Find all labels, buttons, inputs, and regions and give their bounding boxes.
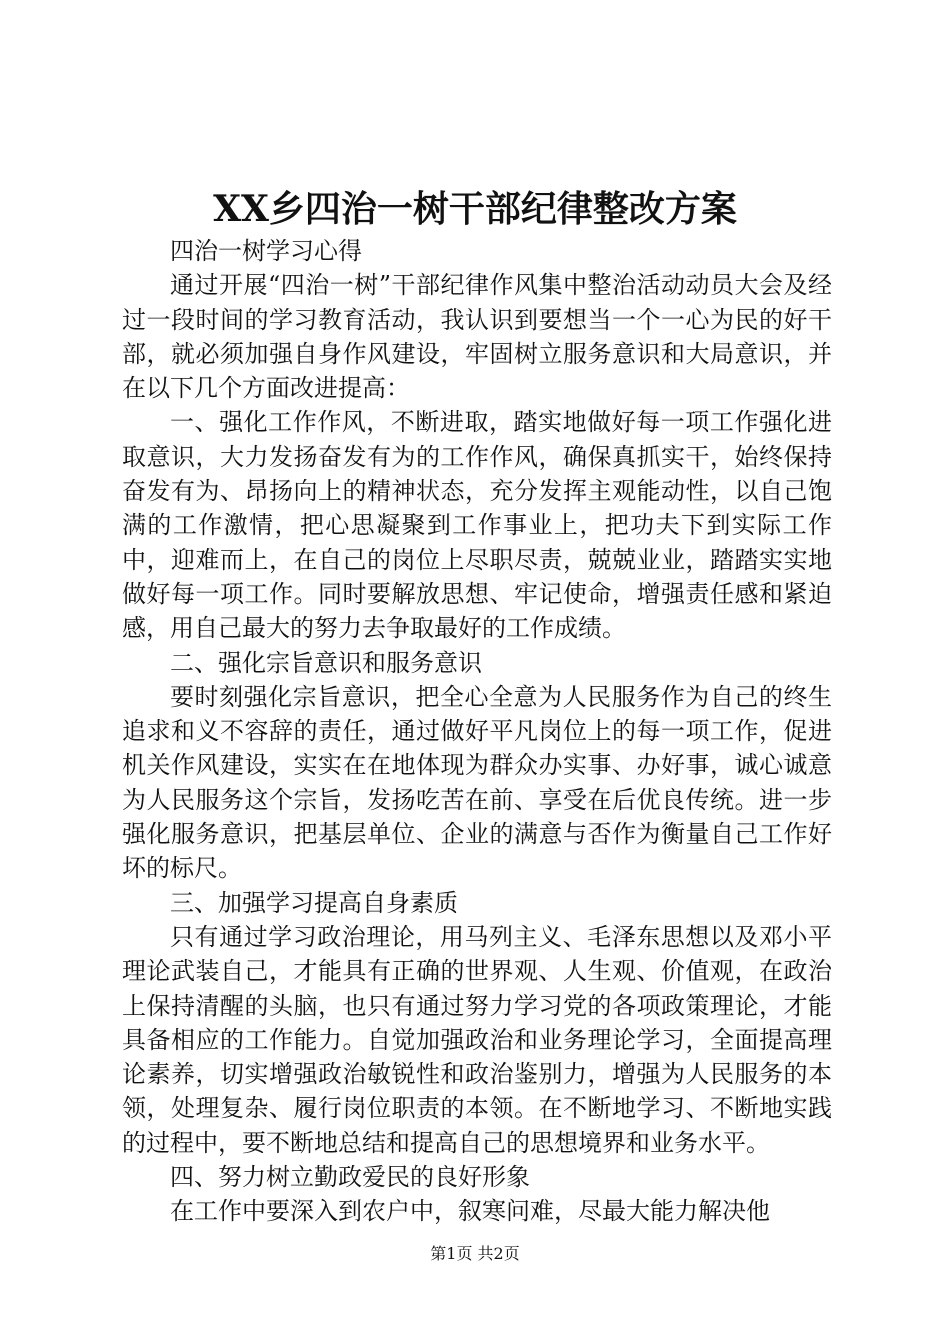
- section-4-paragraph: 在工作中要深入到农户中，叙寒问难，尽最大能力解决他: [170, 1197, 770, 1226]
- section-2-heading: 二、强化宗旨意识和服务意识: [170, 648, 482, 677]
- section-1-paragraph: 一、强化工作作风，不断进取，踏实地做好每一项工作强化进取意识，大力发扬奋发有为的工作作风，确保真抓实干，始终保持奋发有为、昂扬向上的精神状态，充分发挥主观能动性，以自己饱满的工作激情，把心思凝聚到工作事业上，把功夫下到实际工作中，迎难而上，在自己的岗位上尽职尽责，兢兢业业，踏踏实实地做好每一项工作。同时要解放思想、牢记使命，增强责任感和紧迫感，用自己最大的努力去争取最好的工作成绩。: [122, 408, 832, 643]
- subtitle-paragraph: 四治一树学习心得: [170, 237, 362, 265]
- page-number-footer: 第1页 共2页: [430, 1244, 520, 1263]
- intro-paragraph: 通过开展“四治一树”干部纪律作风集中整治活动动员大会及经过一段时间的学习教育活动，我认识到要想当一个一心为民的好干部，就必须加强自身作风建设，牢固树立服务意识和大局意识，并在以下几个方面改进提高：: [122, 271, 832, 403]
- document-body: [122, 234, 832, 1229]
- section-3-heading: 三、加强学习提高自身素质: [170, 888, 458, 917]
- section-3-paragraph: 只有通过学习政治理论，用马列主义、毛泽东思想以及邓小平理论武装自己，才能具有正确的世界观、人生观、价值观，在政治上保持清醒的头脑，也只有通过努力学习党的各项政策理论，才能具备相应的工作能力。自觉加强政治和业务理论学习，全面提高理论素养，切实增强政治敏锐性和政治鉴别力，增强为人民服务的本领，处理复杂、履行岗位职责的本领。在不断地学习、不断地实践的过程中，要不断地总结和提高自己的思想境界和业务水平。: [122, 922, 832, 1157]
- section-4-heading: 四、努力树立勤政爱民的良好形象: [170, 1163, 530, 1192]
- document-title: XX乡四治一树干部纪律整改方案: [213, 188, 737, 230]
- section-2-paragraph: 要时刻强化宗旨意识，把全心全意为人民服务作为自己的终生追求和义不容辞的责任，通过做好平凡岗位上的每一项工作，促进机关作风建设，实实在在地体现为群众办实事、办好事，诚心诚意为人民服务这个宗旨，发扬吃苦在前、享受在后优良传统。进一步强化服务意识，把基层单位、企业的满意与否作为衡量自己工作好坏的标尺。: [122, 682, 832, 883]
